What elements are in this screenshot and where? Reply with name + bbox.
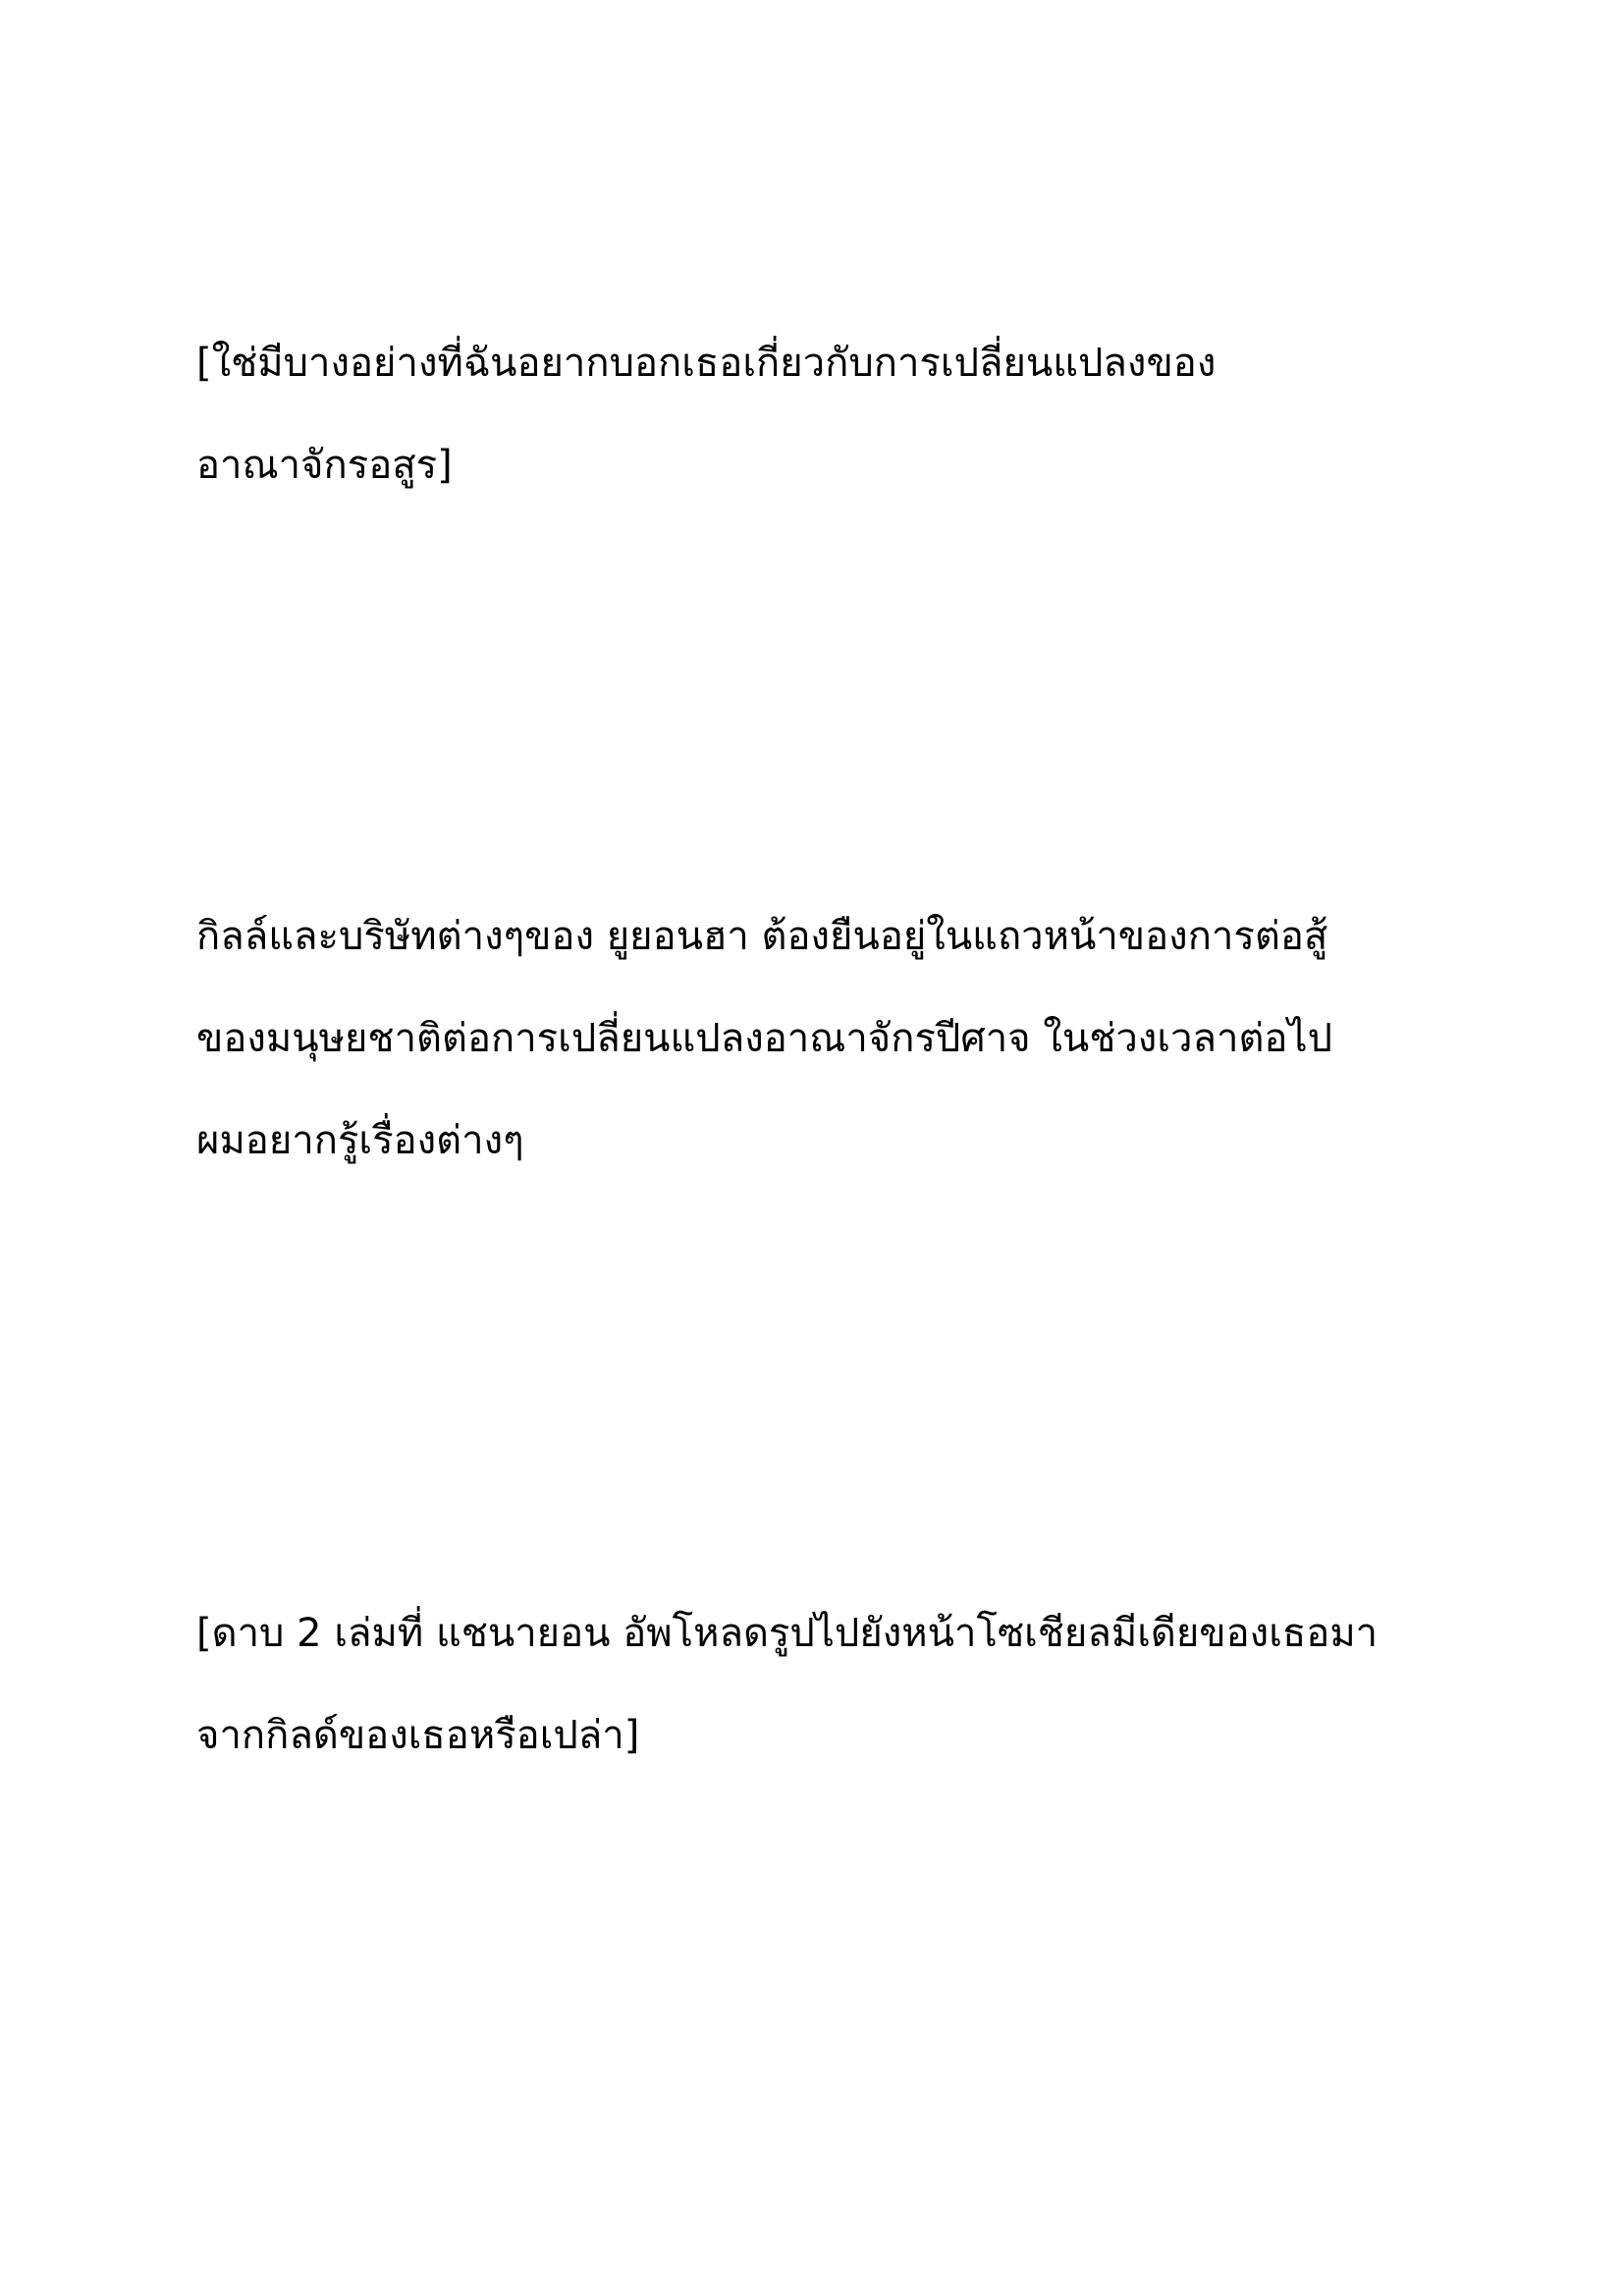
paragraph-line: ของมนุษยชาติต่อการเปลี่ยนแปลงอาณาจักรปีศาจ ในช่วงเวลาต่อไป: [196, 1016, 1332, 1061]
paragraph-line: จากกิลด์ของเธอหรือเปล่า]: [196, 1713, 640, 1758]
paragraph-line: [ใช่มีบางอย่างที่ฉันอยากบอกเธอเกี่ยวกับการเปลี่ยนแปลงของ: [196, 341, 1217, 386]
paragraph-line: ผมอยากรู้เรื่องต่างๆ: [196, 1118, 524, 1163]
paragraph-line: [ดาบ 2 เล่มที่ แชนายอน อัพโหลดรูปไปยังหน้าโซเชียลมีเดียของเธอมา: [196, 1611, 1379, 1656]
paragraph-1: [196, 312, 1473, 516]
paragraph-2: [196, 885, 1473, 1192]
paragraph-3: [196, 1582, 1473, 1787]
paragraph-line: กิลล์และบริษัทต่างๆของ ยูยอนฮา ต้องยืนอยู่ในแถวหน้าของการต่อสู้: [196, 914, 1328, 959]
paragraph-line: อาณาจักรอสูร]: [196, 443, 453, 488]
